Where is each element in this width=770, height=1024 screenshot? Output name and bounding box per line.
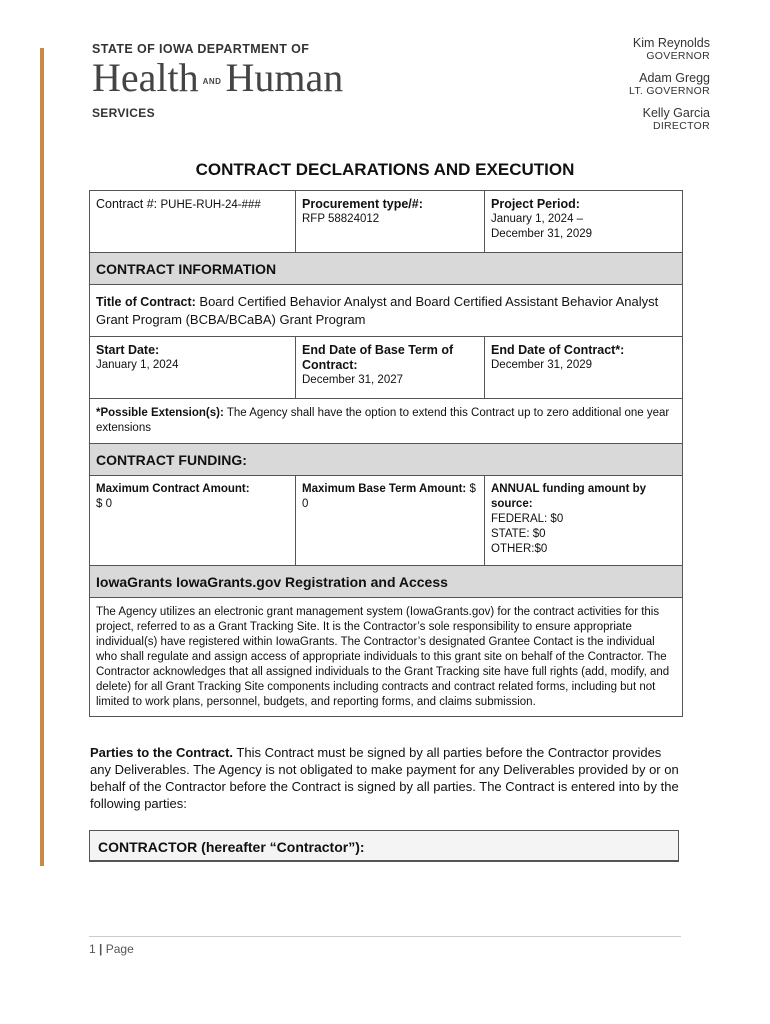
logo-human: Human [225,55,344,100]
dates-row [90,336,682,398]
other-funding: OTHER:$0 [491,543,548,555]
contract-title-label: Title of Contract: [96,295,196,309]
official-role: DIRECTOR [652,120,710,132]
grants-text-row [90,597,682,716]
hhs-logo [92,42,372,120]
parties-label: Parties to the Contract. [90,745,234,760]
end-date-value: December 31, 2029 [491,359,593,371]
page-label: Page [105,942,134,956]
official-role: GOVERNOR [646,50,710,62]
contract-number-value: PUHE-RUH-24-### [160,199,261,211]
contract-title-value: Board Certified Behavior Analyst and Board Certified Assistant Behavior Analyst Grant Program (BCBA/BCaBA) Grant Program [96,294,659,327]
page-number: 1 [89,942,96,956]
annual-funding-cell [484,476,682,565]
logo-health: Health [92,55,199,100]
extension-cell [90,399,682,443]
procurement-value: RFP 58824012 [302,213,380,225]
federal-funding: FEDERAL: $0 [491,513,564,525]
base-end-date-value: December 31, 2027 [302,374,404,386]
info-heading-row [90,252,682,284]
state-funding: STATE: $0 [491,528,546,540]
contract-table [89,190,683,717]
logo-and: AND [202,76,222,86]
contract-number-cell [90,191,295,252]
official-name: Adam Gregg [639,71,710,85]
max-amount-label: Maximum Contract Amount: [96,483,250,495]
contract-funding-heading: CONTRACT FUNDING: [90,444,682,475]
end-date-cell [484,337,682,398]
base-end-date-label: End Date of Base Term of Contract: [302,343,454,372]
footer-separator: | [99,942,103,956]
project-period-line1: January 1, 2024 – [491,213,584,225]
logo-wordmark [92,55,372,102]
end-date-label: End Date of Contract*: [491,343,625,357]
procurement-cell [295,191,484,252]
summary-row [90,191,682,252]
logo-services: SERVICES [92,105,155,120]
funding-heading-row [90,443,682,475]
base-amount-cell [295,476,484,565]
official-name: Kelly Garcia [642,106,710,120]
max-amount-value: $ 0 [96,498,112,510]
base-amount-value: $ 0 [302,483,476,510]
parties-text: This Contract must be signed by all parties before the Contractor provides any Deliverables. The Agency is not obligated to make payment for any Deliverables provided by or on behalf of the Contractor before the Contract is signed by all parties. The Contract is entered into by the following parties: [90,745,679,811]
project-period-label: Project Period: [491,197,580,211]
grants-heading-row [90,565,682,597]
title-row [90,284,682,336]
footer-divider [89,936,681,937]
project-period-cell [484,191,682,252]
start-date-label: Start Date: [96,343,160,357]
page-title: CONTRACT DECLARATIONS AND EXECUTION [195,160,575,179]
contract-number-label: Contract #: [96,197,158,211]
start-date-value: January 1, 2024 [96,359,179,371]
logo-line-1: STATE OF IOWA DEPARTMENT OF [92,42,310,56]
contractor-heading: CONTRACTOR (hereafter “Contractor”): [89,830,679,862]
annual-funding-label: ANNUAL funding amount by source: [491,483,647,510]
contract-title-cell [90,285,682,336]
page-footer [89,942,134,956]
extension-row [90,398,682,443]
officials-list [629,36,710,141]
procurement-label: Procurement type/#: [302,197,423,211]
iowagrants-text: The Agency utilizes an electronic grant management system (IowaGrants.gov) for the contract activities for this project, referred to as a Grant Tracking Site. It is the Contractor’s sole responsibility to ensure appropriate individual(s) have registered within IowaGrants. The Contractor’s designated Grantee Contact is the individual who shall regulate and assign access of appropriate individuals to this grant site on behalf of the Contractor. The Contractor acknowledges that all assigned individuals to the Grant Tracking site have full rights (add, modify, and delete) for all Grant Tracking Site components including contracts and contract related forms, including but not limited to work plans, personnel, budgets, and reporting forms, and claims submission. [96,606,670,708]
extension-text: The Agency shall have the option to extend this Contract up to zero additional one year extensions [96,407,670,434]
official-name: Kim Reynolds [632,36,710,50]
extension-label: *Possible Extension(s): [96,407,224,419]
funding-row [90,475,682,565]
contract-information-heading: CONTRACT INFORMATION [90,253,682,284]
parties-paragraph [90,744,682,812]
base-amount-label: Maximum Base Term Amount: [302,483,467,495]
project-period-line2: December 31, 2029 [491,228,593,240]
iowagrants-heading: IowaGrants IowaGrants.gov Registration and Access [90,566,682,597]
official-role: LT. GOVERNOR [628,85,710,97]
start-date-cell [90,337,295,398]
max-amount-cell [90,476,295,565]
base-end-date-cell [295,337,484,398]
